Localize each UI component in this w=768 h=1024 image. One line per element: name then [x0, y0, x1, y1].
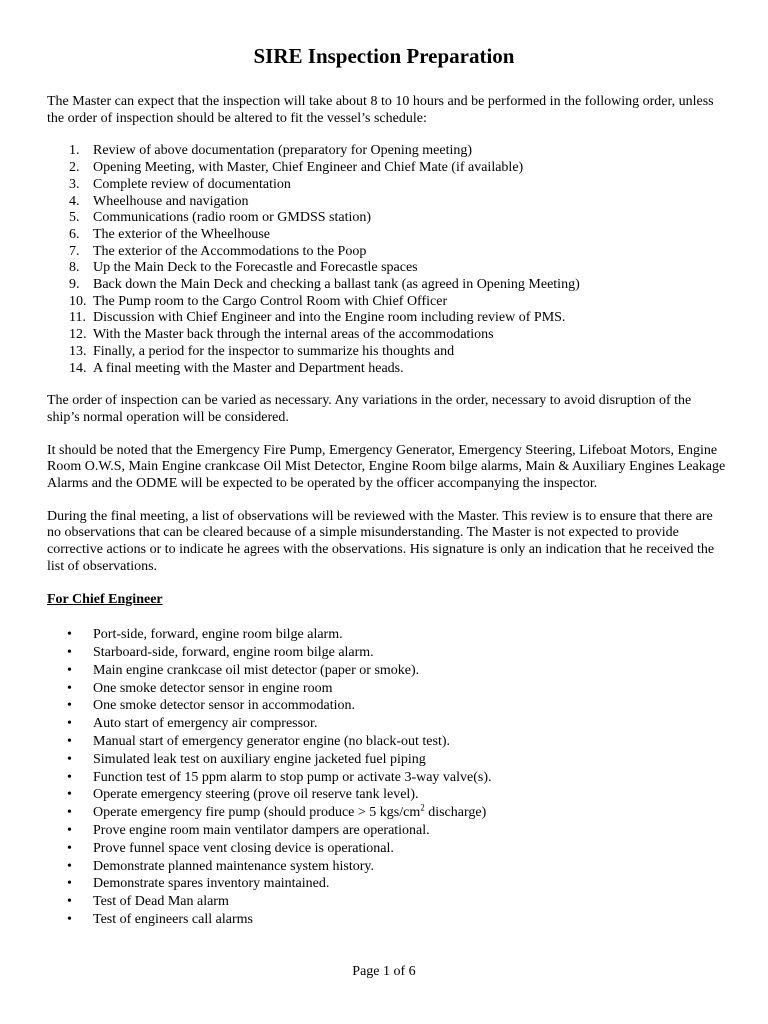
document-body [47, 94, 727, 929]
list-item: • Manual start of emergency generator engine (no black-out test). [47, 733, 727, 751]
bullet-icon: • [67, 840, 72, 856]
list-item: • Prove engine room main ventilator dampers are operational. [47, 822, 727, 840]
list-item [47, 804, 727, 822]
list-item: 7. The exterior of the Accommodations to the Poop [69, 243, 367, 259]
bullet-icon: • [67, 627, 72, 643]
list-item: • Auto start of emergency air compressor. [47, 715, 727, 733]
list-item: • Port-side, forward, engine room bilge alarm. [47, 626, 727, 644]
list-item: • Demonstrate spares inventory maintained. [47, 875, 727, 893]
bullet-icon: • [67, 680, 72, 696]
fire-pump-item: Operate emergency fire pump (should produce > 5 kgs/$cm^2$ discharge) [93, 802, 487, 821]
bullet-icon: • [67, 751, 72, 767]
emergency-equipment-paragraph: It should be noted that the Emergency Fire Pump, Emergency Generator, Emergency Steering, Lifeboat Motors, Engine Room O.W.S, Main Engine crankcase Oil Mist Detector, Engine Room bilge alarms, Main & Auxiliary Engines Leakage Alarms and the ODME will be expected to be operated by the officer accompanying the inspector. [47, 442, 726, 492]
list-item: 13. Finally, a period for the inspector to summarize his thoughts and [69, 343, 455, 359]
bullet-icon: • [67, 787, 72, 803]
chief-engineer-checklist [47, 626, 727, 929]
final-meeting-paragraph: During the final meeting, a list of observations will be reviewed with the Master. This review is to ensure that there are no observations that can be cleared because of a simple misunderstanding. The Master is not expected to provide corrective actions or to indicate he agrees with the observations. His signature is only an indication that he received the list of observations. [47, 508, 715, 574]
bullet-icon: • [67, 823, 72, 839]
list-item: 9. Back down the Main Deck and checking a ballast tank (as agreed in Opening Meeting) [69, 277, 580, 293]
list-item: • One smoke detector sensor in engine room [47, 680, 727, 698]
list-item: 1. Review of above documentation (preparatory for Opening meeting) [69, 143, 473, 159]
order-paragraph: The order of inspection can be varied as necessary. Any variations in the order, necessary to avoid disruption of the ship’s normal operation will be considered. [47, 393, 692, 425]
bullet-icon: • [67, 805, 72, 821]
list-item: 11. Discussion with Chief Engineer and into the Engine room including review of PMS. [69, 310, 566, 326]
bullet-icon: • [67, 876, 72, 892]
list-item: 14. A final meeting with the Master and Department heads. [69, 360, 404, 376]
list-item: • Prove funnel space vent closing device is operational. [47, 840, 727, 858]
bullet-icon: • [67, 662, 72, 678]
list-item: • Test of engineers call alarms [47, 911, 727, 929]
list-item: 10. The Pump room to the Cargo Control Room with Chief Officer [69, 293, 448, 309]
list-item: • Function test of 15 ppm alarm to stop pump or activate 3-way valve(s). [47, 769, 727, 787]
list-item: • Starboard-side, forward, engine room bilge alarm. [47, 644, 727, 662]
list-item: 5. Communications (radio room or GMDSS station) [69, 210, 372, 226]
page-number: Page 1 of 6 [352, 964, 416, 979]
list-item: 4. Wheelhouse and navigation [69, 193, 249, 209]
list-item: 6. The exterior of the Wheelhouse [69, 226, 271, 242]
list-item: 12. With the Master back through the internal areas of the accommodations [69, 327, 494, 343]
inspection-order-list [47, 143, 727, 377]
bullet-icon: • [67, 698, 72, 714]
list-item: • One smoke detector sensor in accommodation. [47, 697, 727, 715]
bullet-icon: • [67, 734, 72, 750]
list-item: • Demonstrate planned maintenance system history. [47, 858, 727, 876]
chief-engineer-heading: For Chief Engineer [47, 591, 163, 607]
page-title: SIRE Inspection Preparation [253, 44, 515, 68]
list-item: • Test of Dead Man alarm [47, 893, 727, 911]
bullet-icon: • [67, 858, 72, 874]
list-item: • Main engine crankcase oil mist detector (paper or smoke). [47, 662, 727, 680]
list-item: • Simulated leak test on auxiliary engine jacketed fuel piping [47, 751, 727, 769]
bullet-icon: • [67, 769, 72, 785]
intro-paragraph: The Master can expect that the inspection will take about 8 to 10 hours and be performed in the following order, unless the order of inspection should be altered to fit the vessel’s schedule: [47, 94, 714, 126]
bullet-icon: • [67, 716, 72, 732]
list-item: 3. Complete review of documentation [69, 176, 291, 192]
bullet-icon: • [67, 894, 72, 910]
list-item: 8. Up the Main Deck to the Forecastle and Forecastle spaces [69, 260, 418, 276]
bullet-icon: • [67, 912, 72, 928]
list-item: 2. Opening Meeting, with Master, Chief Engineer and Chief Mate (if available) [69, 160, 524, 176]
list-item: • Operate emergency steering (prove oil reserve tank level). [47, 786, 727, 804]
bullet-icon: • [67, 645, 72, 661]
